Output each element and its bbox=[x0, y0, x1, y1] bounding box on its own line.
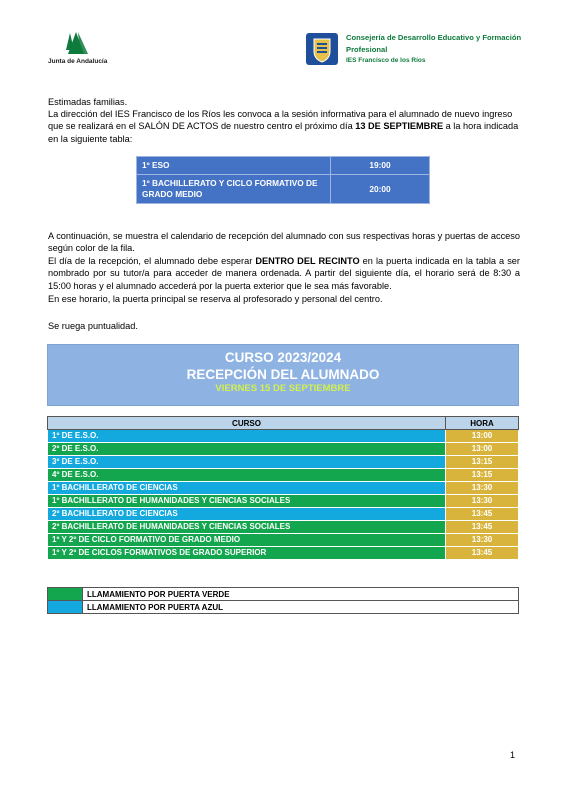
session-group: 1º ESO bbox=[137, 157, 331, 175]
session-group: 1º BACHILLERATO Y CICLO FORMATIVO DE GRADO MEDIO bbox=[137, 175, 331, 204]
table-row bbox=[137, 175, 430, 204]
green-swatch bbox=[48, 588, 83, 601]
session-time: 19:00 bbox=[331, 157, 430, 175]
time-cell: 13:30 bbox=[446, 495, 519, 508]
header-subtitle: IES Francisco de los Ríos bbox=[346, 57, 426, 64]
course-cell: 2º DE E.S.O. bbox=[48, 443, 446, 456]
table-row bbox=[48, 469, 519, 482]
table-row bbox=[48, 456, 519, 469]
column-header-curso: CURSO bbox=[48, 417, 446, 430]
table-row bbox=[48, 443, 519, 456]
course-cell: 2º BACHILLERATO DE CIENCIAS bbox=[48, 508, 446, 521]
time-cell: 13:15 bbox=[446, 456, 519, 469]
page-number: 1 bbox=[510, 750, 516, 760]
course-banner bbox=[47, 344, 519, 406]
legend-table bbox=[47, 587, 519, 614]
course-cell: 1º BACHILLERATO DE HUMANIDADES Y CIENCIAS SOCIALES bbox=[48, 495, 446, 508]
session-date: 13 DE SEPTIEMBRE bbox=[355, 121, 444, 132]
table-header-row bbox=[48, 417, 519, 430]
course-cell: 3º DE E.S.O. bbox=[48, 456, 446, 469]
table-row bbox=[48, 521, 519, 534]
course-cell: 1º DE E.S.O. bbox=[48, 430, 446, 443]
session-time: 20:00 bbox=[331, 175, 430, 204]
course-cell: 1º Y 2º DE CICLO FORMATIVO DE GRADO MEDIO bbox=[48, 534, 446, 547]
legend-row bbox=[48, 601, 519, 614]
table-row bbox=[48, 508, 519, 521]
time-cell: 13:45 bbox=[446, 547, 519, 560]
table-row bbox=[48, 495, 519, 508]
legend-label-blue: LLAMAMIENTO POR PUERTA AZUL bbox=[83, 601, 519, 614]
table-row bbox=[48, 534, 519, 547]
info-paragraph-4: Se ruega puntualidad. bbox=[48, 321, 138, 331]
schedule-table bbox=[47, 416, 519, 560]
column-header-hora: HORA bbox=[446, 417, 519, 430]
time-cell: 13:45 bbox=[446, 521, 519, 534]
banner-subtitle: RECEPCIÓN DEL ALUMNADO bbox=[186, 367, 380, 382]
table-row bbox=[48, 482, 519, 495]
info-paragraph-2: El día de la recepción, el alumnado debe esperar DENTRO DEL RECINTO en la puerta indicada en la tabla a ser nombrado por su tutor/a para acceder de manera ordenada. A partir del siguiente día, el horario será de 8:30 a 15:00 horas y el alumnado accederá por la puerta exterior que le sea más favorable. bbox=[48, 256, 520, 291]
header-title: Consejería de Desarrollo Educativo y Formación Profesional bbox=[346, 33, 522, 54]
table-row bbox=[137, 157, 430, 175]
legend-label-green: LLAMAMIENTO POR PUERTA VERDE bbox=[83, 588, 519, 601]
table-row bbox=[48, 547, 519, 560]
time-cell: 13:00 bbox=[446, 430, 519, 443]
course-cell: 4º DE E.S.O. bbox=[48, 469, 446, 482]
course-cell: 2º BACHILLERATO DE HUMANIDADES Y CIENCIAS SOCIALES bbox=[48, 521, 446, 534]
blue-swatch bbox=[48, 601, 83, 614]
left-logo-text: Junta de Andalucía bbox=[48, 58, 108, 65]
time-cell: 13:30 bbox=[446, 534, 519, 547]
time-cell: 13:45 bbox=[446, 508, 519, 521]
session-table bbox=[136, 156, 430, 204]
intro-paragraph: La dirección del IES Francisco de los Ríos les convoca a la sesión informativa para el alumnado de nuevo ingreso que se realizará en el SALÓN DE ACTOS de nuestro centro el próximo día 13 DE SEPTIEMBRE a la hora indicada en la siguiente tabla: bbox=[48, 109, 519, 144]
info-paragraph-3: En ese horario, la puerta principal se reserva al profesorado y personal del centro. bbox=[48, 294, 383, 304]
info-paragraph-1: A continuación, se muestra el calendario de recepción del alumnado con sus respectivas horas y puertas de acceso según color de la fila. bbox=[48, 231, 520, 254]
table-row bbox=[48, 430, 519, 443]
time-cell: 13:15 bbox=[446, 469, 519, 482]
banner-date: VIERNES 15 DE SEPTIEMBRE bbox=[215, 383, 351, 394]
course-cell: 1º BACHILLERATO DE CIENCIAS bbox=[48, 482, 446, 495]
time-cell: 13:00 bbox=[446, 443, 519, 456]
legend-row bbox=[48, 588, 519, 601]
course-cell: 1º Y 2º DE CICLOS FORMATIVOS DE GRADO SUPERIOR bbox=[48, 547, 446, 560]
banner-title: CURSO 2023/2024 bbox=[224, 350, 342, 365]
time-cell: 13:30 bbox=[446, 482, 519, 495]
greeting: Estimadas familias. bbox=[48, 97, 128, 107]
school-crest-logo bbox=[306, 33, 338, 65]
